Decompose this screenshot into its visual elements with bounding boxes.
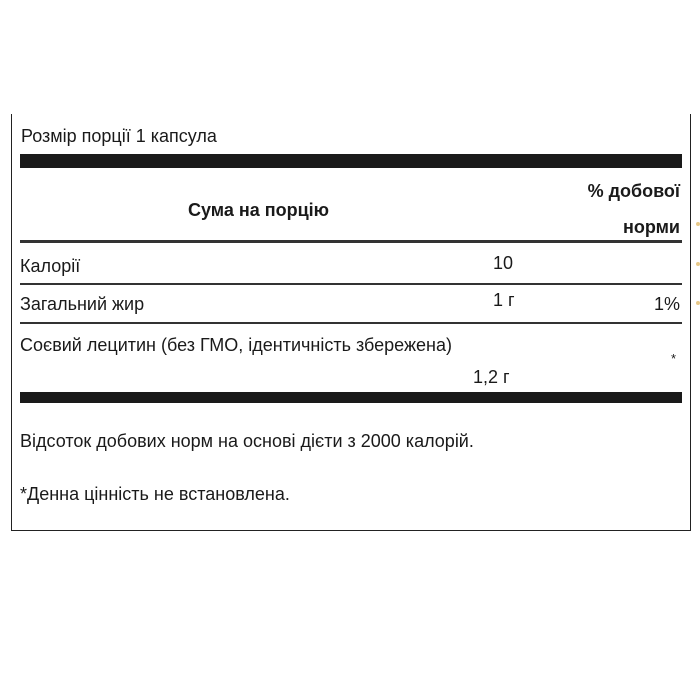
serving-size: Розмір порції 1 капсула (21, 126, 217, 146)
amount-per-serving-header: Сума на порцію (188, 200, 330, 220)
nutrient-amount: 1,2 г (473, 367, 510, 387)
row-divider (20, 322, 682, 324)
nutrient-daily-value: 1% (653, 294, 680, 314)
thick-divider-bottom (20, 392, 682, 403)
daily-value-header-line1: % добової (587, 181, 680, 201)
nutrition-facts-panel (11, 114, 691, 531)
edge-artifact (696, 222, 700, 226)
edge-artifact (696, 262, 700, 266)
nutrient-name: Соєвий лецитин (без ГМО, ідентичність збережена) (20, 335, 452, 355)
nutrient-amount: 1 г (493, 290, 515, 310)
thick-divider-top (20, 154, 682, 168)
nutrient-name: Загальний жир (20, 294, 145, 314)
row-divider (20, 240, 682, 243)
row-divider (20, 283, 682, 285)
nutrient-name: Калорії (20, 256, 81, 276)
nutrient-daily-value: * (670, 351, 676, 366)
nutrient-amount: 10 (493, 253, 514, 273)
daily-value-header-line2: норми (622, 217, 680, 237)
edge-artifact (696, 301, 700, 305)
footnote-not-established: *Денна цінність не встановлена. (20, 484, 290, 504)
footnote-percent-basis: Відсоток добових норм на основі дієти з 2000 калорій. (20, 431, 474, 451)
